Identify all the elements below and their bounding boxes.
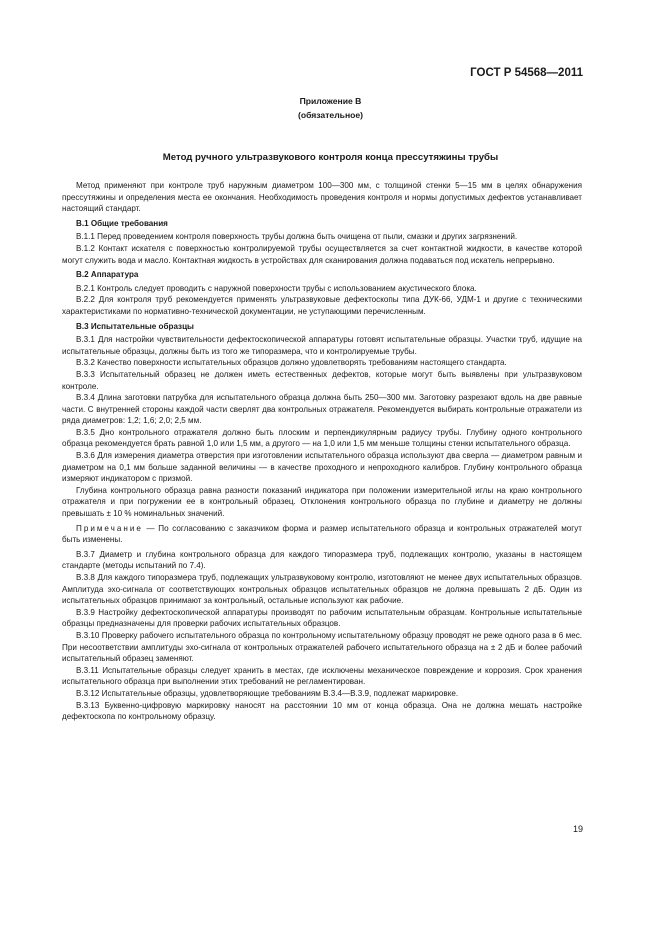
standard-code: ГОСТ Р 54568—2011 [470,67,583,79]
intro-paragraph: Метод применяют при контроле труб наружным диаметром 100—300 мм, с толщиной стенки 5—15 мм в целях обнаружения прессутяжины и определения места ее окончания. Необходимость проведения контроля и нормы допустимых дефектов устанавливает настоящий стандарт. [62,181,582,214]
paragraph-b3-13: В.3.13 Буквенно-цифровую маркировку наносят на расстоянии 10 мм от конца образца. Она не должна мешать настройке дефектоскопа по контрольному образцу. [62,700,582,722]
paragraph-b3-5: В.3.5 Дно контрольного отражателя должно быть плоским и перпендикулярным радиусу трубы. Глубину одного контрольного образца рекомендуется брать равной 1,0 или 1,5 мм, а другого — на 1,0 или 1,5 мм меньше толщины стенки испытательного образца. [62,427,582,449]
paragraph-b3-10: В.3.10 Проверку рабочего испытательного образца по контрольному испытательному образцу проводят не реже одного раза в 6 мес. При несоответствии амплитуды эхо-сигнала от контрольных отражателей рабочего испытательного образца на ± 2 дБ и более рабочий испытательный образец заменяют. [62,630,582,664]
paragraph-b3-3: В.3.3 Испытательный образец не должен иметь естественных дефектов, которые могут быть выявлены при ультразвуковом контроле. [62,369,582,391]
note-paragraph [62,523,582,546]
document-body [62,180,582,723]
annex-title: Приложение В [299,96,362,106]
paragraph-b2-1: В.2.1 Контроль следует проводить с наружной поверхности трубы с использованием акустического блока. [76,283,477,293]
paragraph-b3-4: В.3.4 Длина заготовки патрубка для испытательного образца должна быть 250—300 мм. Заготовку разрезают вдоль на две равные части. С внутренней стороны каждой части сверлят два контрольных отражателя. Рекомендуется выбирать контрольные отражатели из ряда диаметров: 1,2; 1,6; 2,0; 2,5 мм. [62,393,582,426]
annex-heading [0,94,661,122]
paragraph-b3-9: В.3.9 Настройку дефектоскопической аппаратуры производят по рабочим испытательным образцам. Контрольные испытательные образцы предназначены для проверки рабочих испытательных образцов. [62,607,582,629]
section-heading-b3: В.3 Испытательные образцы [76,321,194,331]
note-text: — По согласованию с заказчиком форма и размер испытательного образца и контрольных отражателей могут быть изменены. [62,523,582,545]
paragraph-b2-2: В.2.2 Для контроля труб рекомендуется применять ультразвуковые дефектоскопы типа ДУК-66, УДМ-1 и другие с техническими характеристиками по нормативно-технической документации, не уступающими перечисленным. [62,295,582,316]
paragraph-b3-7: В.3.7 Диаметр и глубина контрольного образца для каждого типоразмера труб, подлежащих контролю, указаны в настоящем стандарте (методы испытаний по 7.4). [62,549,582,571]
paragraph-b3-11: В.3.11 Испытательные образцы следует хранить в местах, где исключены механическое повреждение и коррозия. Срок хранения испытательного образца при выполнении этих требований не регламентирован. [62,665,582,687]
paragraph-b3-6: В.3.6 Для измерения диаметра отверстия при изготовлении испытательного образца используют два сверла — диаметром равным и диаметром на 0,1 мм больше заданной величины — в качестве проходного и непроходного калибров. Глубину контрольного образца измеряют индикатором с призмой. [62,451,582,484]
note-label: Примечание [76,523,143,533]
paragraph-b1-2: В.1.2 Контакт искателя с поверхностью контролируемой трубы осуществляется за счет контактной жидкости, в качестве которой могут служить вода и масло. Контактная жидкость в устройствах для сканирования должна подаваться под искатель непрерывно. [62,243,582,265]
paragraph-b3-12: В.3.12 Испытательные образцы, удовлетворяющие требованиям В.3.4—В.3.9, подлежат маркировке. [76,688,459,698]
paragraph-b1-1: В.1.1 Перед проведением контроля поверхность трубы должна быть очищена от пыли, смазки и других загрязнений. [76,232,518,242]
method-title: Метод ручного ультразвукового контроля конца прессутяжины трубы [162,152,499,163]
paragraph-b3-6-continued: Глубина контрольного образца равна разности показаний индикатора при положении измерительной иглы на краю контрольного отражателя и при погружении ее в контрольный образец. Отклонения контрольного образца по глубине и диаметру не должны превышать ± 10 % номинальных значений. [62,485,582,519]
paragraph-b3-8: В.3.8 Для каждого типоразмера труб, подлежащих ультразвуковому контролю, изготовляют не менее двух испытательных образцов. Амплитуда эхо-сигнала от соответствующих контрольных образцов испытательных образцов не должна превышать 2 дБ. Один из испытательных образцов принимают за контрольный, остальные используют как рабочие. [62,573,582,606]
section-heading-b1: В.1 Общие требования [76,218,168,228]
section-heading-b2: В.2 Аппаратура [76,270,139,280]
paragraph-b3-2: В.3.2 Качество поверхности испытательных образцов должно удовлетворять требованиям настоящего стандарта. [76,358,507,368]
paragraph-b3-1: В.3.1 Для настройки чувствительности дефектоскопической аппаратуры готовят испытательные образцы. Участки труб, идущие на испытательные образцы, должны быть из того же типоразмера, что и контролируемые трубы. [62,335,582,356]
page-number: 19 [572,824,583,834]
annex-status: (обязательное) [297,110,364,120]
